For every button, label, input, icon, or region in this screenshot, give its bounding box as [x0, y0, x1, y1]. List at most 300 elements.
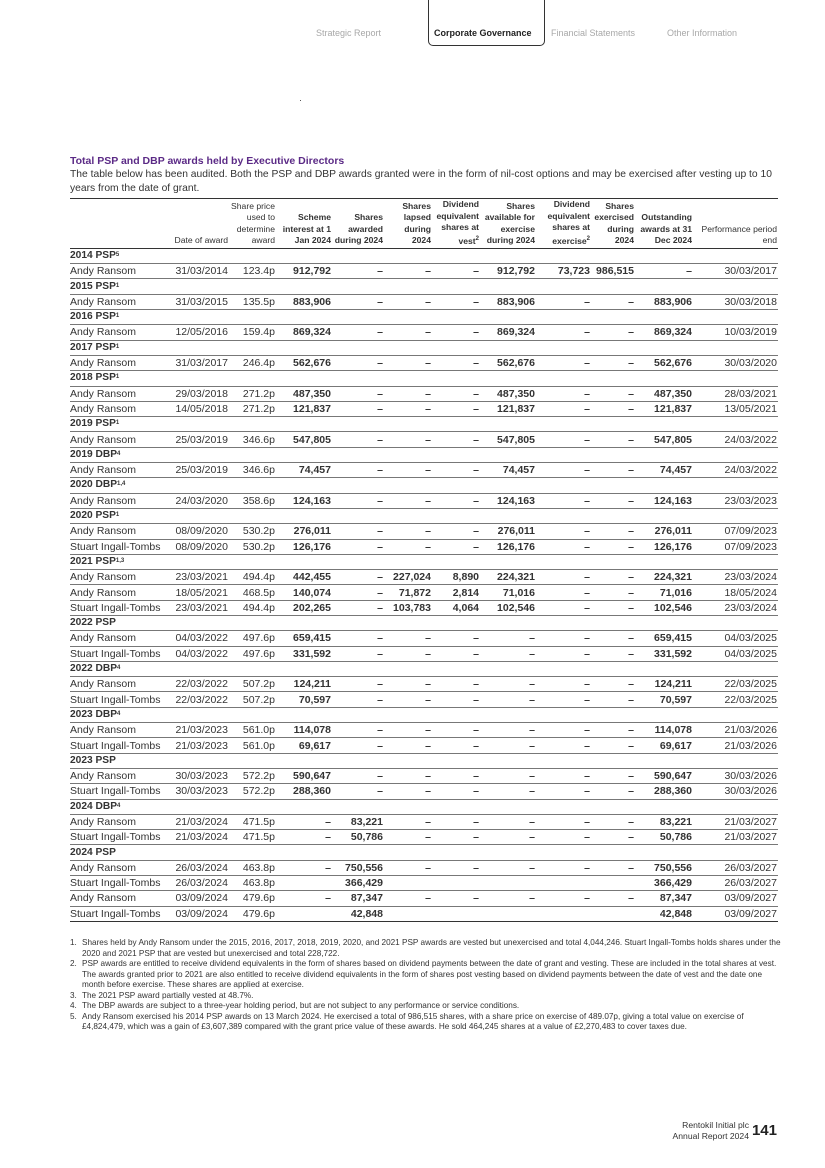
nav-other-information[interactable]: Other Information: [667, 28, 738, 38]
cell-date: 12/05/2016: [167, 325, 229, 340]
cell-divvest: 4,064: [432, 600, 480, 615]
group-label: [70, 508, 778, 523]
cell-divex: –: [536, 814, 591, 829]
cell-name: Andy Ransom: [70, 401, 167, 416]
cell-date: 30/03/2023: [167, 784, 229, 799]
group-footnote-ref: 1: [115, 313, 120, 320]
cell-date: 03/09/2024: [167, 906, 229, 921]
cell-name: Stuart Ingall-Tombs: [70, 738, 167, 753]
cell-scheme: 659,415: [276, 631, 332, 646]
cell-date: 24/03/2020: [167, 493, 229, 508]
cell-divvest: –: [432, 539, 480, 554]
group-label: [70, 310, 778, 325]
cell-lapsed: –: [384, 355, 432, 370]
table-row: [70, 830, 778, 845]
cell-available: –: [480, 784, 536, 799]
cell-name: Stuart Ingall-Tombs: [70, 906, 167, 921]
cell-lapsed: –: [384, 784, 432, 799]
cell-exercised: –: [591, 539, 635, 554]
cell-divvest: –: [432, 401, 480, 416]
cell-awarded: –: [332, 677, 384, 692]
header-dividend-exercise: Dividend equivalent shares at exercise$^2$: [547, 199, 590, 246]
section-title: Total PSP and DBP awards held by Executive Directors: [70, 155, 345, 167]
table-group-header: [70, 508, 778, 523]
cell-name: Stuart Ingall-Tombs: [70, 646, 167, 661]
table-group-header: [70, 417, 778, 432]
cell-period: 10/03/2019: [693, 325, 778, 340]
cell-price: 271.2p: [229, 401, 276, 416]
group-label-text: 2014 PSP: [70, 250, 116, 261]
cell-date: 04/03/2022: [167, 631, 229, 646]
cell-lapsed: [384, 876, 432, 891]
cell-awarded: 750,556: [332, 860, 384, 875]
group-label: [70, 248, 778, 263]
cell-divex: –: [536, 524, 591, 539]
cell-awarded: 87,347: [332, 891, 384, 906]
cell-lapsed: –: [384, 768, 432, 783]
cell-awarded: –: [332, 355, 384, 370]
table-group-header: [70, 661, 778, 676]
cell-available: –: [480, 631, 536, 646]
cell-lapsed: –: [384, 294, 432, 309]
cell-awarded: –: [332, 570, 384, 585]
cell-divex: –: [536, 631, 591, 646]
cell-outstanding: 42,848: [635, 906, 693, 921]
cell-outstanding: 750,556: [635, 860, 693, 875]
cell-price: 507.2p: [229, 692, 276, 707]
header-outstanding: Outstanding awards at 31 Dec 2024: [640, 212, 692, 246]
cell-name: Stuart Ingall-Tombs: [70, 784, 167, 799]
stray-mark: [300, 100, 301, 101]
cell-date: 18/05/2021: [167, 585, 229, 600]
cell-outstanding: 869,324: [635, 325, 693, 340]
cell-scheme: 331,592: [276, 646, 332, 661]
group-label-text: 2024 PSP: [70, 846, 116, 858]
group-footnote-ref: 5: [115, 252, 120, 258]
cell-lapsed: –: [384, 432, 432, 447]
group-label-text: 2022 PSP: [70, 617, 116, 629]
cell-outstanding: 69,617: [635, 738, 693, 753]
group-footnote-ref: 1,3: [115, 557, 125, 564]
cell-divex: –: [536, 784, 591, 799]
cell-divvest: –: [432, 524, 480, 539]
cell-period: 23/03/2024: [693, 570, 778, 585]
table-row: [70, 524, 778, 539]
nav-strategic-report[interactable]: Strategic Report: [316, 28, 382, 38]
cell-name: Andy Ransom: [70, 493, 167, 508]
cell-period: 21/03/2027: [693, 814, 778, 829]
cell-divvest: –: [432, 723, 480, 738]
table-row: [70, 692, 778, 707]
cell-period: 30/03/2020: [693, 355, 778, 370]
cell-available: 224,321: [480, 570, 536, 585]
cell-outstanding: 224,321: [635, 570, 693, 585]
cell-exercised: –: [591, 631, 635, 646]
cell-scheme: 276,011: [276, 524, 332, 539]
cell-date: 30/03/2023: [167, 768, 229, 783]
table-group-header: [70, 371, 778, 386]
cell-name: Stuart Ingall-Tombs: [70, 876, 167, 891]
cell-price: 497.6p: [229, 646, 276, 661]
group-label-text: 2023 DBP: [70, 708, 118, 720]
cell-exercised: –: [591, 814, 635, 829]
cell-lapsed: –: [384, 891, 432, 906]
cell-divvest: –: [432, 677, 480, 692]
cell-exercised: 986,515: [591, 264, 635, 279]
cell-lapsed: –: [384, 386, 432, 401]
awards-table: [70, 198, 778, 922]
cell-divvest: –: [432, 294, 480, 309]
cell-divvest: –: [432, 784, 480, 799]
cell-awarded: 83,221: [332, 814, 384, 829]
group-label: [70, 340, 778, 355]
nav-corporate-governance[interactable]: Corporate Governance: [434, 28, 532, 38]
cell-available: –: [480, 692, 536, 707]
cell-price: 159.4p: [229, 325, 276, 340]
cell-divvest: –: [432, 692, 480, 707]
cell-date: 31/03/2015: [167, 294, 229, 309]
table-row: [70, 294, 778, 309]
cell-scheme: 124,211: [276, 677, 332, 692]
cell-scheme: 140,074: [276, 585, 332, 600]
cell-divvest: 8,890: [432, 570, 480, 585]
table-row: [70, 432, 778, 447]
group-label: [70, 279, 778, 294]
cell-exercised: –: [591, 401, 635, 416]
cell-awarded: –: [332, 600, 384, 615]
cell-price: 346.6p: [229, 463, 276, 478]
cell-awarded: 366,429: [332, 876, 384, 891]
cell-divex: –: [536, 768, 591, 783]
cell-period: 04/03/2025: [693, 646, 778, 661]
cell-name: Stuart Ingall-Tombs: [70, 600, 167, 615]
cell-date: 29/03/2018: [167, 386, 229, 401]
cell-name: Andy Ransom: [70, 891, 167, 906]
table-row: [70, 585, 778, 600]
cell-date: 08/09/2020: [167, 524, 229, 539]
group-footnote-ref: 1: [115, 343, 120, 350]
cell-exercised: –: [591, 600, 635, 615]
cell-outstanding: 883,906: [635, 294, 693, 309]
cell-exercised: –: [591, 432, 635, 447]
cell-divvest: –: [432, 386, 480, 401]
group-label: [70, 799, 778, 814]
cell-awarded: 42,848: [332, 906, 384, 921]
cell-lapsed: 71,872: [384, 585, 432, 600]
header-performance-period-end: Performance period end: [701, 223, 777, 246]
table-row: [70, 631, 778, 646]
table-group-header: [70, 753, 778, 768]
cell-available: [480, 876, 536, 891]
cell-name: Andy Ransom: [70, 294, 167, 309]
group-label-text: 2019 DBP: [70, 448, 118, 460]
table-group-header: [70, 248, 778, 263]
table-row: [70, 738, 778, 753]
section-intro: The table below has been audited. Both the PSP and DBP awards granted were in the form of nil-cost options and may be exercised after vesting up to 10 years from the date of grant.: [70, 169, 772, 194]
footnotes: [70, 938, 782, 1033]
cell-price: 471.5p: [229, 814, 276, 829]
footnote-number: 4.: [70, 1001, 77, 1010]
cell-available: –: [480, 646, 536, 661]
group-footnote-ref: 1: [115, 512, 120, 519]
header-shares-awarded: Shares awarded during 2024: [334, 212, 383, 246]
cell-lapsed: –: [384, 264, 432, 279]
cell-divvest: –: [432, 432, 480, 447]
table-group-header: [70, 845, 778, 860]
cell-price: 561.0p: [229, 738, 276, 753]
group-label: [70, 554, 778, 569]
cell-divex: –: [536, 860, 591, 875]
group-footnote-ref: 4: [117, 710, 121, 717]
cell-exercised: –: [591, 768, 635, 783]
cell-period: 24/03/2022: [693, 463, 778, 478]
group-label-text: 2017 PSP: [70, 341, 116, 353]
cell-awarded: –: [332, 692, 384, 707]
group-label-text: 2021 PSP: [70, 555, 116, 567]
group-footnote-ref: 1: [115, 420, 120, 427]
cell-date: 26/03/2024: [167, 876, 229, 891]
cell-period: 30/03/2018: [693, 294, 778, 309]
cell-scheme: 121,837: [276, 401, 332, 416]
cell-name: Stuart Ingall-Tombs: [70, 539, 167, 554]
cell-scheme: 74,457: [276, 463, 332, 478]
cell-outstanding: 71,016: [635, 585, 693, 600]
cell-divvest: –: [432, 264, 480, 279]
nav-financial-statements[interactable]: Financial Statements: [551, 28, 636, 38]
cell-period: 21/03/2027: [693, 830, 778, 845]
cell-price: 507.2p: [229, 677, 276, 692]
cell-exercised: –: [591, 325, 635, 340]
cell-scheme: [276, 876, 332, 891]
footnote-text: Shares held by Andy Ransom under the 2015, 2016, 2017, 2018, 2019, 2020, and 2021 PSP awards are vested but unexercised and total 4,044,246. Stuart Ingall-Tombs holds shares under the 2020 and 2021 PSP that are vested but unexercised and total 228,722.: [82, 938, 781, 958]
cell-outstanding: –: [635, 264, 693, 279]
cell-outstanding: 114,078: [635, 723, 693, 738]
cell-divvest: –: [432, 768, 480, 783]
cell-price: 123.4p: [229, 264, 276, 279]
group-label-text: 2016 PSP: [70, 311, 116, 323]
cell-name: Andy Ransom: [70, 768, 167, 783]
cell-outstanding: 124,163: [635, 493, 693, 508]
table-row: [70, 723, 778, 738]
cell-outstanding: 87,347: [635, 891, 693, 906]
cell-awarded: –: [332, 401, 384, 416]
table-group-header: [70, 707, 778, 722]
cell-exercised: –: [591, 677, 635, 692]
cell-date: 14/05/2018: [167, 401, 229, 416]
cell-name: Stuart Ingall-Tombs: [70, 692, 167, 707]
cell-awarded: –: [332, 738, 384, 753]
cell-price: 530.2p: [229, 524, 276, 539]
cell-available: –: [480, 768, 536, 783]
group-footnote-ref: 4: [117, 802, 121, 809]
cell-period: 21/03/2026: [693, 738, 778, 753]
cell-outstanding: 562,676: [635, 355, 693, 370]
cell-name: Andy Ransom: [70, 325, 167, 340]
header-date-of-award: Date of award: [174, 235, 228, 246]
cell-awarded: –: [332, 768, 384, 783]
cell-period: 22/03/2025: [693, 677, 778, 692]
cell-name: Andy Ransom: [70, 631, 167, 646]
cell-awarded: –: [332, 264, 384, 279]
cell-lapsed: –: [384, 325, 432, 340]
table-header-row: [70, 199, 778, 249]
cell-divvest: –: [432, 325, 480, 340]
cell-price: 494.4p: [229, 570, 276, 585]
cell-scheme: –: [276, 830, 332, 845]
cell-exercised: –: [591, 784, 635, 799]
cell-price: 346.6p: [229, 432, 276, 447]
cell-price: 468.5p: [229, 585, 276, 600]
cell-price: 479.6p: [229, 891, 276, 906]
table-row: [70, 325, 778, 340]
cell-lapsed: 103,783: [384, 600, 432, 615]
footnote-text: Andy Ransom exercised his 2014 PSP awards on 13 March 2024. He exercised a total of 986,515 shares, with a share price on exercise of 489.07p, giving a total value on exercise of £4,824,479, which was a gain of £3,607,389 compared with the grant price value of these awards. He sold 464,245 shares at a value of £2,270,483 to cover taxes due.: [82, 1011, 744, 1031]
cell-outstanding: 547,805: [635, 432, 693, 447]
cell-scheme: 547,805: [276, 432, 332, 447]
header-dividend-vest-footnote: 2: [475, 235, 479, 242]
group-label: [70, 661, 778, 676]
cell-exercised: –: [591, 524, 635, 539]
cell-date: 25/03/2019: [167, 432, 229, 447]
cell-scheme: 869,324: [276, 325, 332, 340]
cell-divex: –: [536, 723, 591, 738]
footnote-text: PSP awards are entitled to receive dividend equivalents in the form of shares based on dividend payments between the date of grant and vesting. These are included in the total shares at vest. The awards granted prior to 2021 are also entitled to receive dividend equivalents in the form of shares post vesting based on dividend payments between the date of vest and the date one month before exercise. These shares are applied at exercise.: [82, 959, 777, 989]
cell-exercised: [591, 906, 635, 921]
cell-date: 23/03/2021: [167, 570, 229, 585]
cell-price: 135.5p: [229, 294, 276, 309]
cell-period: 23/03/2023: [693, 493, 778, 508]
cell-period: 26/03/2027: [693, 876, 778, 891]
cell-price: 572.2p: [229, 768, 276, 783]
cell-outstanding: 659,415: [635, 631, 693, 646]
table-row: [70, 646, 778, 661]
cell-scheme: 590,647: [276, 768, 332, 783]
cell-exercised: –: [591, 830, 635, 845]
cell-outstanding: 83,221: [635, 814, 693, 829]
cell-lapsed: –: [384, 738, 432, 753]
cell-awarded: –: [332, 539, 384, 554]
cell-period: 03/09/2027: [693, 906, 778, 921]
cell-lapsed: –: [384, 692, 432, 707]
footer-company: Rentokil Initial plc: [682, 1120, 749, 1130]
cell-awarded: –: [332, 432, 384, 447]
table-row: [70, 355, 778, 370]
cell-exercised: –: [591, 294, 635, 309]
cell-scheme: 202,265: [276, 600, 332, 615]
cell-awarded: –: [332, 631, 384, 646]
header-scheme-interest: Scheme interest at 1 Jan 2024: [282, 212, 331, 246]
cell-name: Andy Ransom: [70, 570, 167, 585]
group-label-text: 2015 PSP: [70, 280, 116, 292]
cell-lapsed: [384, 906, 432, 921]
cell-date: 31/03/2017: [167, 355, 229, 370]
cell-divvest: –: [432, 860, 480, 875]
cell-lapsed: –: [384, 463, 432, 478]
table-row: [70, 906, 778, 921]
cell-outstanding: 124,211: [635, 677, 693, 692]
cell-name: Andy Ransom: [70, 432, 167, 447]
cell-date: 26/03/2024: [167, 860, 229, 875]
cell-exercised: –: [591, 493, 635, 508]
table-row: [70, 600, 778, 615]
header-name: [70, 199, 167, 249]
cell-outstanding: 590,647: [635, 768, 693, 783]
cell-available: –: [480, 677, 536, 692]
cell-exercised: –: [591, 463, 635, 478]
footnote-number: 2.: [70, 959, 77, 968]
cell-outstanding: 74,457: [635, 463, 693, 478]
cell-name: Andy Ransom: [70, 585, 167, 600]
cell-exercised: –: [591, 355, 635, 370]
cell-date: 04/03/2022: [167, 646, 229, 661]
header-dividend-vest: Dividend equivalent shares at vest$^2$: [436, 199, 479, 246]
cell-divvest: [432, 876, 480, 891]
group-label: [70, 753, 778, 768]
cell-exercised: –: [591, 570, 635, 585]
cell-period: 13/05/2021: [693, 401, 778, 416]
cell-outstanding: 331,592: [635, 646, 693, 661]
table-row: [70, 768, 778, 783]
cell-outstanding: 288,360: [635, 784, 693, 799]
cell-available: 276,011: [480, 524, 536, 539]
cell-scheme: [276, 906, 332, 921]
cell-available: –: [480, 891, 536, 906]
cell-period: 30/03/2017: [693, 264, 778, 279]
header-share-price: Share price used to determine award: [231, 200, 275, 246]
table-row: [70, 570, 778, 585]
cell-period: 28/03/2021: [693, 386, 778, 401]
group-label: [70, 371, 778, 386]
cell-lapsed: –: [384, 401, 432, 416]
footnote-item: [70, 1012, 782, 1033]
cell-divex: –: [536, 401, 591, 416]
group-footnote-ref: 1: [115, 374, 120, 381]
cell-outstanding: 276,011: [635, 524, 693, 539]
group-label: [70, 707, 778, 722]
cell-available: 71,016: [480, 585, 536, 600]
cell-divex: –: [536, 891, 591, 906]
group-label-text: 2023 PSP: [70, 754, 116, 766]
cell-lapsed: –: [384, 677, 432, 692]
cell-divex: [536, 906, 591, 921]
cell-awarded: –: [332, 325, 384, 340]
cell-available: [480, 906, 536, 921]
header-dividend-exercise-footnote: 2: [586, 235, 590, 242]
cell-outstanding: 366,429: [635, 876, 693, 891]
cell-scheme: 126,176: [276, 539, 332, 554]
cell-awarded: –: [332, 646, 384, 661]
cell-lapsed: –: [384, 539, 432, 554]
cell-lapsed: –: [384, 830, 432, 845]
cell-price: 271.2p: [229, 386, 276, 401]
cell-period: 04/03/2025: [693, 631, 778, 646]
cell-exercised: –: [591, 646, 635, 661]
cell-exercised: –: [591, 860, 635, 875]
group-label: [70, 845, 778, 860]
cell-period: 30/03/2026: [693, 784, 778, 799]
cell-available: 547,805: [480, 432, 536, 447]
cell-outstanding: 70,597: [635, 692, 693, 707]
cell-divex: –: [536, 355, 591, 370]
table-group-header: [70, 478, 778, 493]
cell-name: Andy Ransom: [70, 463, 167, 478]
cell-divvest: 2,814: [432, 585, 480, 600]
cell-price: 463.8p: [229, 876, 276, 891]
group-label-text: 2020 PSP: [70, 510, 116, 522]
table-row: [70, 493, 778, 508]
cell-available: –: [480, 814, 536, 829]
cell-awarded: –: [332, 784, 384, 799]
